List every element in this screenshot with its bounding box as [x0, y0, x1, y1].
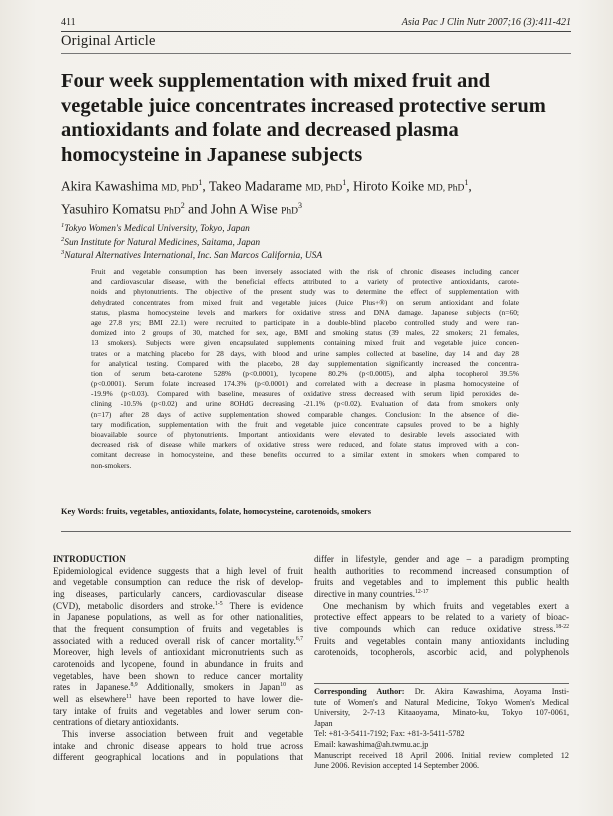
text-line: that the frequent consumption of fruits and vegetables is: [53, 623, 303, 634]
text-line: (CVD), metabolic disorders and stroke.$^{1-5}$ There is evidence: [53, 600, 303, 611]
section-rule: [61, 53, 571, 54]
author-degree: PhD: [163, 206, 181, 217]
author-name: Akira Kawashima: [61, 178, 159, 194]
author-name: John A Wise: [210, 201, 278, 217]
abstract-line: trates or a matching placebo for 28 days, with blood and urine samples collected at baseline, day 14 and day 28: [91, 348, 519, 358]
corr-line: University, 2-7-13 Kitaaoyama, Minato-ku, Tokyo 107-0061,: [314, 708, 569, 718]
author-name: Hiroto Koike: [353, 178, 425, 194]
abstract-line: for analytical testing. Compared with the placebo, 28 day supplementation significantly increased the concentra-: [91, 358, 519, 368]
corr-text: Dr. Akira Kawashima, Aoyama Insti-: [404, 687, 569, 696]
corr-email: Email: kawashima@ah.twmu.ac.jp: [314, 739, 429, 749]
abstract-line: dehydrated concentrates from mixed fruit and vegetable juices (Juice Plus+®) on serum antioxidant and folate: [91, 297, 519, 307]
title-line: vegetable juice concentrates increased protective serum: [61, 94, 546, 117]
abstract-line: domized into 2 groups of 30, matched for sex, age, BMI and smoking status (39 males, 22 smokers; 21 females,: [91, 328, 519, 338]
citation-ref: 1-5: [214, 600, 223, 607]
text-line: Epidemiological evidence suggests that a high level of fruit: [53, 565, 303, 576]
corr-phone: Tel: +81-3-5411-7192; Fax: +81-3-5411-5782: [314, 729, 465, 739]
abstract: [91, 267, 519, 471]
text-line: carotenoids and lycopene, found in abundance in fruits and: [53, 658, 303, 669]
citation-ref: 11: [126, 693, 132, 700]
footnote-rule: [314, 683, 569, 684]
corr-label: Corresponding Author:: [314, 687, 405, 696]
author-degree: MD, PhD: [305, 183, 343, 194]
abstract-line: -19.9% (p<0.03). Compared with baseline, measures of oxidative stress decreased with serum lipid peroxides de-: [91, 389, 519, 399]
text-line: Moreover, high levels of antioxidant micronutrients such as: [53, 647, 303, 658]
text-line: centrations of dietary antioxidants.: [53, 717, 179, 728]
author-affil-ref: 1: [342, 178, 347, 187]
text-line: health authorities to recommend increased consumption of: [314, 565, 569, 576]
affiliation-number: 2: [61, 235, 65, 243]
abstract-line: clining -10.5% (p<0.02) and urine 8OHdG decreasing -21.1% (p<0.02). Evaluation of data from smokers only: [91, 399, 519, 409]
affiliation-text: Tokyo Women's Medical University, Tokyo, Japan: [64, 224, 250, 235]
author-separator: ,: [468, 178, 472, 194]
author-line: [61, 197, 581, 220]
abstract-line: noids and phytonutrients. The objective of the present study was to determine the effect of supplementation with: [91, 287, 519, 297]
author-conjunction: and: [188, 201, 208, 217]
text-line: carotenoids, tocopherols, ascorbic acid, and polyphenols: [314, 647, 569, 658]
affiliation: [61, 221, 531, 235]
keywords: Key Words: fruits, vegetables, antioxidants, folate, homocysteine, carotenoids, smokers: [61, 507, 372, 516]
text-line: fruits and vegetables and to implement this public health: [314, 577, 569, 588]
text-line: associated with a reduced overall risk of cancer mortality.$^{6,7}$: [53, 635, 303, 646]
text-line: differ in lifestyle, gender and age – a paradigm prompting: [314, 554, 569, 564]
abstract-line: decreased risk of disease while markers of oxidative stress were reduced, and folate status improved with a con-: [91, 440, 519, 450]
text-line: Fruits and vegetables contain many antioxidants including: [314, 635, 569, 646]
citation-ref: 8,9: [130, 682, 138, 689]
citation-ref: 10: [280, 682, 286, 689]
corr-received: June 2006. Revision accepted 14 September 2006.: [314, 761, 480, 771]
abstract-line: tary modification, supplementation with the fruit and vegetable juice concentrate capsules proved to be a highly: [91, 419, 519, 429]
abstract-line: tion of serum beta-carotene 528% (p<0.0001), lycopene 80.2% (p<0.0005), and alpha tocopherol 39.5%: [91, 368, 519, 378]
text-line: rates in Japanese.$^{8,9}$ Additionally, smokers in Japan$^{10}$ as: [53, 682, 303, 693]
abstract-line: comitant decrease in homocysteine, and these benefits occurred to a similar extent in smokers when compared to: [91, 450, 519, 460]
header-rule: [61, 31, 571, 32]
author-affil-ref: 3: [297, 201, 302, 211]
affiliation: [61, 248, 531, 262]
affiliation-number: 1: [61, 222, 65, 229]
author-name: Yasuhiro Komatsu: [61, 201, 161, 217]
author-degree: MD, PhD: [427, 183, 465, 194]
text-line: and vegetable consumption can reduce the risk of develop-: [53, 577, 303, 588]
affiliation-text: Sun Institute for Natural Medicines, Saitama, Japan: [64, 237, 261, 248]
article-title: [61, 69, 581, 167]
abstract-line: (n=17) after 28 days of active supplementation showed comparable changes. Conclusion: In the absence of die-: [91, 409, 519, 419]
affiliation-text: Natural Alternatives International, Inc. San Marcos California, USA: [64, 251, 323, 262]
title-line: homocysteine in Japanese subjects: [61, 143, 363, 166]
author-separator: ,: [346, 178, 350, 194]
text-line: in Japanese populations, as well as for other nationalities,: [53, 612, 303, 623]
affiliation-number: 3: [61, 249, 65, 257]
abstract-line: Fruit and vegetable consumption has been inversely associated with the risk of chronic diseases including cancer: [91, 267, 519, 276]
text-line: directive in many countries.$^{12-17}$: [314, 588, 429, 599]
author-list: [61, 174, 581, 221]
corresponding-author-note: [314, 687, 569, 772]
corr-received: Manuscript received 18 April 2006. Initial review completed 12: [314, 750, 569, 760]
text-line: ing diseases, particularly cancers, cardiovascular disease: [53, 588, 303, 599]
author-affil-ref: 2: [180, 201, 185, 211]
text-line: well as elsewhere$^{11}$ have been reported to have lower die-: [53, 693, 303, 704]
corr-line: Japan: [314, 718, 333, 728]
author-name: Takeo Madarame: [208, 178, 302, 194]
body-column-right: [314, 554, 569, 659]
citation-ref: 12-17: [415, 588, 429, 595]
abstract-line: 13 smokers). Subjects were given encapsulated supplements containing mixed fruit and vegetable juice concen-: [91, 338, 519, 348]
citation-ref: 6,7: [295, 635, 303, 642]
text-line: tive compounds which can reduce oxidative stress.$^{18-22}$: [314, 623, 569, 634]
running-head: [61, 17, 571, 31]
author-line: [61, 174, 581, 197]
author-separator: ,: [202, 178, 206, 194]
keywords-rule: [61, 531, 571, 532]
abstract-line: bioavailable source of phytonutrients. Important antioxidants were elevated to desirable levels associated with: [91, 430, 519, 439]
author-affil-ref: 1: [464, 178, 469, 187]
author-degree: PhD: [281, 206, 298, 217]
abstract-line: non-smokers.: [91, 460, 132, 470]
section-tag: Original Article: [61, 33, 156, 49]
affiliation: [61, 235, 531, 249]
text-line: One mechanism by which fruits and vegetables exert a: [323, 600, 569, 611]
text-line: protective effect appears to be related to a variety of bioac-: [314, 612, 569, 623]
corr-line: tute of Women's and Natural Medicine, Tokyo Women's Medical: [314, 697, 569, 707]
body-column-left: [53, 554, 303, 764]
journal-citation: Asia Pac J Clin Nutr 2007;16 (3):411-421: [401, 17, 571, 28]
text-line: tary intake of fruits and vegetables and lower serum con-: [53, 705, 303, 716]
page-number: 411: [61, 17, 76, 28]
abstract-line: (p<0.0001). Serum folate increased 174.3% (p<0.0001) and correlated with a decrease in plasma homocysteine of: [91, 379, 519, 389]
affiliations: [61, 221, 531, 262]
author-affil-ref: 1: [198, 178, 203, 187]
corr-line: [314, 687, 569, 698]
text-line: This inverse association between fruit and vegetable: [62, 728, 303, 739]
citation-ref: 18-22: [555, 623, 569, 630]
abstract-line: and cardiovascular disease, with the beneficial effects attributed to a variety of protective antioxidants, carote-: [91, 277, 519, 287]
author-degree: MD, PhD: [161, 183, 199, 194]
title-line: Four week supplementation with mixed fruit and: [61, 70, 491, 92]
abstract-line: status, plasma homocysteine levels and markers for oxidative stress and DNA damage. Japanese subjects (n=60;: [91, 307, 519, 317]
text-line: intake and chronic disease appears to hold true across: [53, 740, 303, 751]
section-heading: INTRODUCTION: [53, 554, 126, 564]
abstract-line: age 27.8 yrs; BMI 22.1) were recruited to participate in a double-blind placebo controlled study and were ran-: [91, 317, 519, 327]
text-line: different geographical locations and in populations that: [53, 752, 303, 763]
title-line: antioxidants and folate and decreased plasma: [61, 119, 459, 142]
text-line: vegetables, have been shown to reduce cancer mortality: [53, 670, 303, 681]
